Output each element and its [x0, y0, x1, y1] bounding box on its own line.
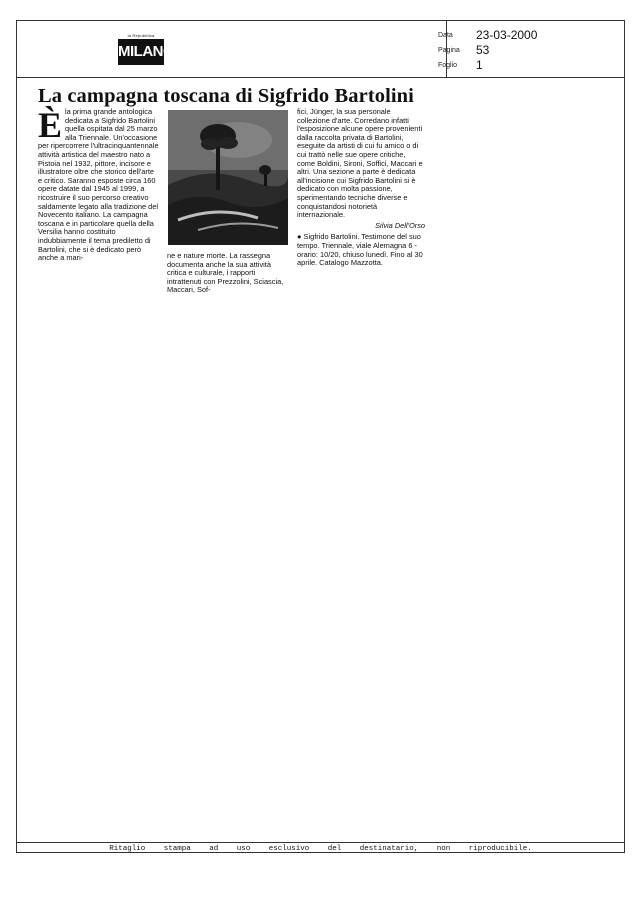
- article-photo: [168, 110, 288, 245]
- meta-pagina-label: Pagina: [438, 47, 460, 54]
- article-signature: Silvia Dell'Orso: [375, 220, 425, 230]
- article-column-1: [38, 105, 160, 263]
- meta-data-value: 23-03-2000: [476, 28, 538, 42]
- article-col1-text: la prima grande antologica dedicata a Sigfrido Bartolini quella ospitata dal 25 marzo alla Triennale. Un'occasione per ripercorrere l'ultracinquantennale attività artistica del maestro nato a Pistoia nel 1932, pittore, incisore e illustratore oltre che storico dell'arte e critico. Saranno esposte circa 160 opere datate dal 1945 al 1999, a ricostruire il suo percorso creativo saldamente legato alla tradizione del Novecento italiano. La campagna toscana e in particolare quella della Versilia hanno costituito indubbiamente il tema prediletto di Bartolini, che si è dedicato però anche a mari-: [38, 107, 159, 263]
- footer-disclaimer: Ritaglio stampa ad uso esclusivo del destinatario, non riproducibile.: [109, 845, 532, 853]
- meta-foglio-label: Foglio: [438, 62, 458, 69]
- article-col3-text: fici, Jünger, la sua personale collezione d'arte. Corredano infatti l'esposizione alcune opere provenienti dalla raccolta privata di Bartolini, eseguite da artisti di cui fu amico o di cui trattò nelle sue opere critiche, come Boldini, Sironi, Soffici, Maccari e altri. Una sezione a parte è dedicata all'incisione cui Sigfrido Bartolini si è dedicato con molta passione, sperimentando tecniche diverse e conquistandosi notorietà internazionale.: [297, 107, 423, 220]
- meta-foglio-value: 1: [476, 58, 483, 72]
- meta-data-label: Data: [438, 32, 453, 39]
- masthead-name: MILANO: [118, 39, 164, 65]
- article-info-box: ● Sigfrido Bartolini. Testimone del suo tempo. Triennale, viale Alemagna 6 - orario: 10/20, chiuso lunedì. Fino al 30 aprile. Catalogo Mazzotta.: [297, 232, 423, 268]
- article-headline: La campagna toscana di Sigfrido Bartolini: [38, 85, 414, 107]
- article-column-3: [297, 108, 425, 268]
- landscape-painting-image: [168, 110, 288, 245]
- masthead-small-text: la Repubblica: [127, 33, 155, 38]
- article-dropcap: È: [38, 105, 63, 145]
- article-col2-text: ne e nature morte. La rassegna documenta anche la sua attività critica e culturale, i rapporti intrattenuti con Prezzolini, Sciascia, Maccari, Sof-: [167, 251, 284, 295]
- masthead-logo: [118, 33, 175, 69]
- footer-divider: [16, 842, 625, 843]
- article-column-2: [167, 252, 289, 295]
- meta-pagina-value: 53: [476, 43, 490, 57]
